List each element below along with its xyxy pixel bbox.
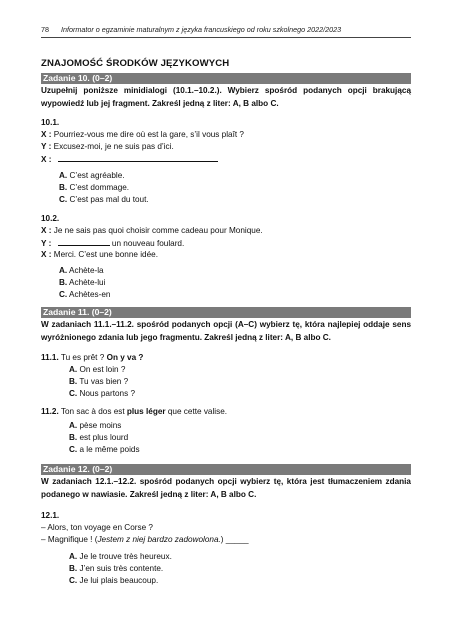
task11-q2-option-a[interactable]: A. pèse moins — [69, 421, 122, 430]
header-title: Informator o egzaminie maturalnym z języka francuskiego od roku szkolnego 2022/2023 — [61, 25, 342, 34]
task10-q1-option-c[interactable]: C. C’est pas mal du tout. — [59, 195, 149, 204]
task11-instruction: W zadaniach 11.1.–11.2. spośród podanych opcji (A–C) wybierz tę, która najlepiej oddaje sens wyróżnionego zdania lub jego fragmentu. Zakreśl jedną z liter: A, B albo C. — [41, 320, 411, 342]
task12-label: Zadanie 12. (0–2) — [43, 464, 113, 474]
task10-q1-line2: Y : Excusez-moi, je ne suis pas d’ici. — [41, 142, 174, 151]
task10-q1-option-a[interactable]: A. C’est agréable. — [59, 171, 125, 180]
answer-blank[interactable] — [58, 153, 218, 162]
task11-q2-highlight: plus léger — [126, 407, 166, 416]
task11-label: Zadanie 11. (0–2) — [43, 307, 112, 317]
task12-q1-option-a[interactable]: A. Je le trouve très heureux. — [69, 552, 172, 561]
task10-q1-line3: X : — [41, 153, 218, 165]
task10-q1-number: 10.1. — [41, 118, 60, 127]
task11-q1-highlight: On y va ? — [106, 353, 144, 362]
task12-q1-line1: – Alors, ton voyage en Corse ? — [41, 523, 153, 532]
task12-instruction: W zadaniach 12.1.–12.2. spośród podanych opcji wybierz tę, która jest tłumaczeniem zdania podanego w nawiasie. Zakreśl jedną z liter: A, B albo C. — [41, 477, 411, 499]
task10-q2-line3: X : Merci. C’est une bonne idée. — [41, 250, 158, 259]
task11-q1-option-b[interactable]: B. Tu vas bien ? — [69, 377, 129, 386]
task10-q2-option-a[interactable]: A. Achète-la — [59, 266, 104, 275]
task11-q2-option-b[interactable]: B. est plus lourd — [69, 433, 129, 442]
task11-label-bar — [41, 307, 411, 318]
task11-q2-prompt: 11.2. Ton sac à dos est plus léger que cette valise. — [41, 407, 228, 416]
task10-q2-number: 10.2. — [41, 214, 60, 223]
answer-blank[interactable] — [58, 237, 110, 246]
task11-q1-option-a[interactable]: A. On est loin ? — [69, 365, 126, 374]
task12-q1-line2: – Magnifique ! (Jestem z niej bardzo zadowolona.) _____ — [41, 535, 249, 544]
task10-q1-line1: X : Pourriez-vous me dire où est la gare, s’il vous plaît ? — [41, 130, 244, 139]
task12-q1-option-c[interactable]: C. Je lui plais beaucoup. — [69, 576, 159, 585]
task10-instruction: Uzupełnij poniższe minidialogi (10.1.–10.2.). Wybierz spośród podanych opcji brakującą wypowiedź lub jej fragment. Zakreśl jedną z liter: A, B albo C. — [41, 86, 411, 108]
task10-q2-line1: X : Je ne sais pas quoi choisir comme cadeau pour Monique. — [41, 226, 263, 235]
task11-q2-option-c[interactable]: C. a le même poids — [69, 445, 140, 454]
task12-q1-option-b[interactable]: B. J’en suis très contente. — [69, 564, 164, 573]
task10-label: Zadanie 10. (0–2) — [43, 73, 113, 83]
task11-q1-option-c[interactable]: C. Nous partons ? — [69, 389, 135, 398]
header-rule — [41, 37, 411, 38]
task12-q1-number: 12.1. — [41, 511, 60, 520]
task11-q1-prompt: 11.1. Tu es prêt ? On y va ? — [41, 353, 144, 362]
task10-q1-option-b[interactable]: B. C’est dommage. — [59, 183, 130, 192]
task10-q2-option-b[interactable]: B. Achète-lui — [59, 278, 106, 287]
task10-q2-option-c[interactable]: C. Achètes-en — [59, 290, 111, 299]
task10-label-bar — [41, 73, 411, 84]
page-number: 78 — [41, 25, 49, 34]
section-title: ZNAJOMOŚĆ ŚRODKÓW JĘZYKOWYCH — [41, 58, 230, 69]
task12-label-bar — [41, 464, 411, 475]
task10-q2-line2: Y : un nouveau foulard. — [41, 239, 185, 248]
page-header — [41, 25, 341, 34]
